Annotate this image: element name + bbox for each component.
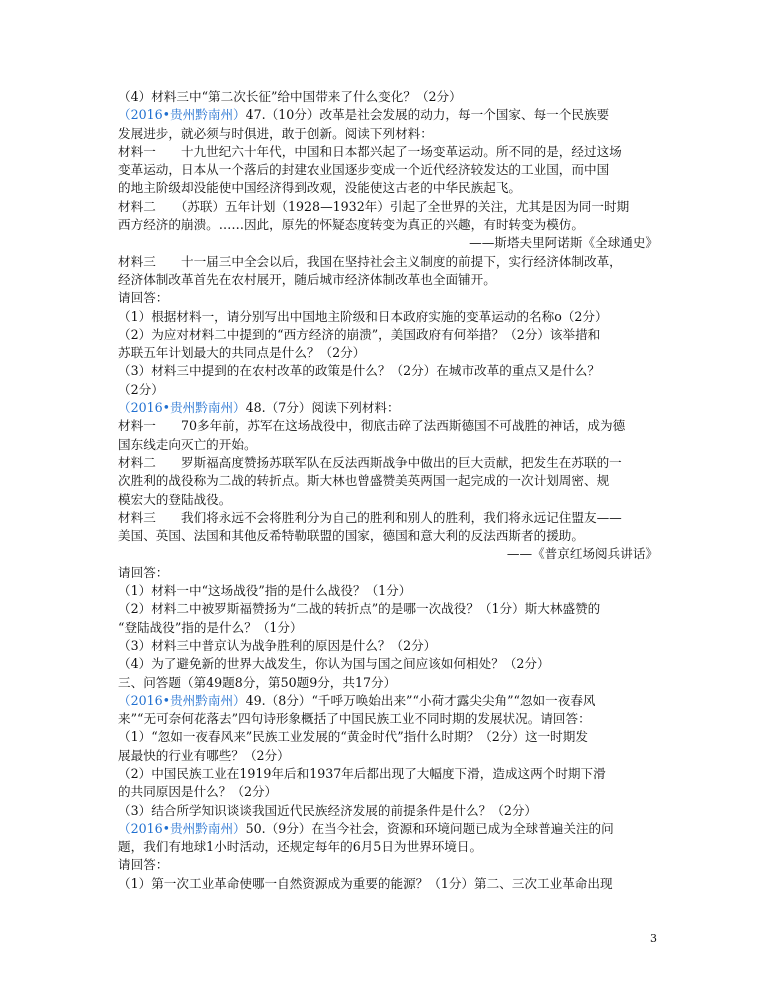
text-line — [118, 381, 658, 399]
text-line — [118, 234, 658, 252]
line-text: 展最快的行业有哪些？（2分） — [118, 747, 290, 763]
text-line — [118, 253, 658, 271]
line-text: （3）材料三中普京认为战争胜利的原因是什么？（2分） — [118, 637, 437, 653]
line-text: “登陆战役”指的是什么？（1分） — [118, 619, 303, 635]
line-text: 题，我们有地球1小时活动，还规定每年的6月5日为世界环境日。 — [118, 839, 483, 855]
text-line — [118, 545, 658, 563]
text-line — [118, 692, 658, 710]
line-text: （4）为了避免新的世界大战发生，你认为国与国之间应该如何相处？（2分） — [118, 656, 550, 672]
text-line — [118, 216, 658, 234]
line-text: 请回答： — [118, 290, 169, 306]
line-text: 材料二 罗斯福高度赞扬苏联军队在反法西斯战争中做出的巨大贡献，把发生在苏联的一 — [118, 454, 622, 470]
text-line — [118, 125, 658, 143]
line-text: 次胜利的战役称为二战的转折点。斯大林也曾盛赞美英两国一起完成的一次计划周密、规 — [118, 473, 610, 489]
line-text: 49.（8分）“千呼万唤始出来”“小荷才露尖尖角”“忽如一夜春风 — [245, 692, 596, 708]
line-text: 48.（7分）阅读下列材料： — [245, 400, 400, 416]
text-line — [118, 875, 658, 893]
line-text: 发展进步，就必须与时俱进，敢于创新。阅读下列材料： — [118, 125, 433, 141]
line-text: 模宏大的登陆战役。 — [118, 491, 232, 507]
line-text: 材料三 十一届三中全会以后，我国在坚持社会主义制度的前提下，实行经济体制改革， — [118, 253, 622, 269]
text-line — [118, 728, 658, 746]
line-text: （3）材料三中提到的在农村改革的政策是什么？（2分）在城市改革的重点又是什么？ — [118, 363, 600, 379]
line-text: 请回答： — [118, 857, 169, 873]
text-line — [118, 491, 658, 509]
line-text: （3）结合所学知识谈谈我国近代民族经济发展的前提条件是什么？（2分） — [118, 802, 538, 818]
line-text: 苏联五年计划最大的共同点是什么？（2分） — [118, 345, 366, 361]
text-line — [118, 271, 658, 289]
text-line — [118, 308, 658, 326]
text-line — [118, 710, 658, 728]
line-text: 美国、英国、法国和其他反希特勒联盟的国家，德国和意大利的反法西斯者的援助。 — [118, 528, 584, 544]
text-line — [118, 289, 658, 307]
text-line — [118, 417, 658, 435]
question-source: （2016•贵州黔南州） — [118, 692, 246, 708]
line-text: ——斯塔夫里阿诺斯《全球通史》 — [469, 235, 658, 251]
text-line — [118, 472, 658, 490]
line-text: 请回答： — [118, 564, 169, 580]
text-line — [118, 765, 658, 783]
text-line — [118, 637, 658, 655]
text-line — [118, 436, 658, 454]
text-line — [118, 179, 658, 197]
text-line — [118, 674, 658, 692]
text-line — [118, 344, 658, 362]
line-text: （2）中国民族工业在1919年后和1937年后都出现了大幅度下滑，造成这两个时期下滑 — [118, 765, 606, 781]
line-text: （2）材料二中被罗斯福赞扬为“二战的转折点”的是哪一次战役？（1分）斯大林盛赞的 — [118, 601, 601, 617]
text-line — [118, 582, 658, 600]
line-text: 材料二 （苏联）五年计划（1928—1932年）引起了全世界的关注，尤其是因为同一时期 — [118, 198, 630, 214]
line-text: ——《普京红场阅兵讲话》 — [506, 546, 658, 562]
line-text: （1）第一次工业革命使哪一自然资源成为重要的能源？（1分）第二、三次工业革命出现 — [118, 875, 613, 891]
text-line — [118, 362, 658, 380]
line-text: 变革运动，日本从一个落后的封建农业国逐步变成一个近代经济较发达的工业国，而中国 — [118, 162, 610, 178]
line-text: （1）材料一中“这场战役”指的是什么战役？（1分） — [118, 583, 412, 599]
text-line — [118, 161, 658, 179]
line-text: （1）根据材料一，请分别写出中国地主阶级和日本政府实施的变革运动的名称ο（2分） — [118, 308, 608, 324]
text-line — [118, 820, 658, 838]
text-line — [118, 509, 658, 527]
question-source: （2016•贵州黔南州） — [118, 400, 246, 416]
line-text: （2分） — [118, 381, 164, 397]
page-number: 3 — [650, 932, 657, 945]
line-text: 50.（9分）在当今社会，资源和环境问题已成为全球普遍关注的问 — [245, 820, 614, 836]
text-line — [118, 783, 658, 801]
text-line — [118, 88, 658, 106]
text-line — [118, 198, 658, 216]
line-text: 经济体制改革首先在农村展开，随后城市经济体制改革也全面铺开。 — [118, 271, 496, 287]
text-line — [118, 399, 658, 417]
text-line — [118, 600, 658, 618]
text-line — [118, 838, 658, 856]
line-text: 材料三 我们将永远不会将胜利分为自己的胜利和别人的胜利，我们将永远记住盟友—— — [118, 509, 622, 525]
line-text: 三、问答题（第49题8分，第50题9分，共17分） — [118, 674, 397, 690]
question-source: （2016•贵州黔南州） — [118, 820, 246, 836]
text-line — [118, 326, 658, 344]
line-text: 47.（10分）改革是社会发展的动力，每一个国家、每一个民族要 — [245, 107, 610, 123]
text-line — [118, 527, 658, 545]
question-source: （2016•贵州黔南州） — [118, 107, 246, 123]
line-text: 西方经济的崩溃。……因此，原先的怀疑态度转变为真正的兴趣，有时转变为模仿。 — [118, 217, 584, 233]
line-text: 材料一 十九世纪六十年代，中国和日本都兴起了一场变革运动。所不同的是，经过这场 — [118, 143, 622, 159]
text-line — [118, 619, 658, 637]
line-text: 的地主阶级却没能使中国经济得到改观，没能使这古老的中华民族起飞。 — [118, 180, 521, 196]
text-line — [118, 747, 658, 765]
line-text: 来”“无可奈何花落去”四句诗形象概括了中国民族工业不同时期的发展状况。请回答： — [118, 711, 591, 727]
text-line — [118, 655, 658, 673]
document-body — [118, 88, 658, 893]
text-line — [118, 802, 658, 820]
text-line — [118, 454, 658, 472]
line-text: 材料一 70多年前，苏军在这场战役中，彻底击碎了法西斯德国不可战胜的神话，成为德 — [118, 418, 626, 434]
text-line — [118, 856, 658, 874]
text-line — [118, 143, 658, 161]
line-text: （1）“忽如一夜春风来”民族工业发展的“黄金时代”指什么时期？（2分）这一时期发 — [118, 729, 588, 745]
text-line — [118, 564, 658, 582]
line-text: 国东线走向灭亡的开始。 — [118, 436, 257, 452]
line-text: （2）为应对材料二中提到的“西方经济的崩溃”，美国政府有何举措？（2分）该举措和 — [118, 326, 601, 342]
line-text: （4）材料三中“第二次长征”给中国带来了什么变化？（2分） — [118, 89, 462, 104]
text-line — [118, 106, 658, 124]
line-text: 的共同原因是什么？（2分） — [118, 784, 278, 800]
